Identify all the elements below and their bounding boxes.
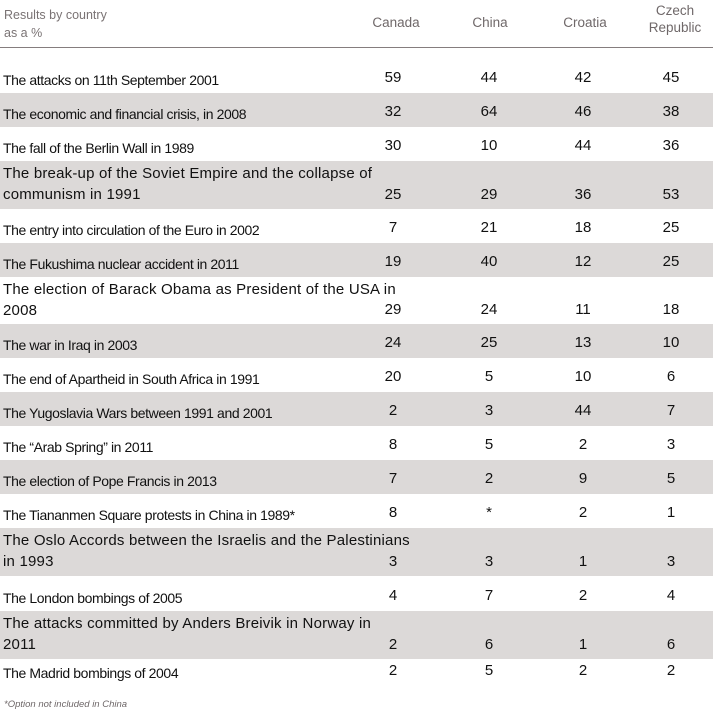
cell-croatia: 1 — [578, 553, 588, 570]
cell-czech-republic: 10 — [662, 334, 680, 351]
cell-canada: 2 — [388, 402, 398, 419]
cell-czech-republic: 45 — [662, 69, 680, 86]
column-header-czech-line-1: Czech — [655, 3, 695, 18]
cell-canada: 20 — [384, 368, 402, 385]
table-row — [0, 392, 713, 426]
cell-czech-republic: 25 — [662, 253, 680, 270]
cell-china: 29 — [480, 186, 498, 203]
table-row — [0, 209, 713, 243]
cell-canada: 8 — [388, 436, 398, 453]
cell-croatia: 11 — [575, 301, 591, 318]
cell-czech-republic: 25 — [662, 219, 680, 236]
cell-croatia: 9 — [578, 470, 588, 487]
caption-line-1: Results by country — [4, 8, 107, 22]
column-header-czech-republic — [630, 2, 713, 36]
table-row — [0, 62, 713, 93]
column-header-china: China — [472, 15, 508, 30]
results-table-body — [0, 62, 713, 686]
cell-croatia: 10 — [574, 368, 592, 385]
column-header-croatia: Croatia — [563, 15, 607, 30]
cell-croatia: 2 — [578, 436, 588, 453]
cell-croatia: 44 — [574, 402, 592, 419]
row-label: The Madrid bombings of 2004 — [3, 665, 179, 681]
table-row — [0, 243, 713, 277]
table-row — [0, 426, 713, 460]
cell-croatia: 44 — [574, 137, 592, 154]
table-row — [0, 528, 713, 576]
cell-canada: 29 — [384, 301, 402, 318]
cell-canada: 3 — [388, 553, 398, 570]
table-row — [0, 277, 713, 324]
cell-china: 7 — [484, 587, 494, 604]
cell-croatia: 13 — [574, 334, 592, 351]
cell-canada: 7 — [388, 470, 398, 487]
cell-canada: 59 — [384, 69, 402, 86]
cell-canada: 7 — [388, 219, 398, 236]
cell-czech-republic: 3 — [666, 553, 676, 570]
footnote: *Option not included in China — [4, 699, 128, 710]
table-row — [0, 460, 713, 494]
cell-china: 24 — [480, 301, 498, 318]
row-label: The break-up of the Soviet Empire and the collapse of communism in 1991 — [3, 165, 373, 203]
cell-china: 44 — [480, 69, 498, 86]
table-row — [0, 576, 713, 611]
cell-czech-republic: 3 — [666, 436, 676, 453]
row-label: The election of Barack Obama as President of the USA in 2008 — [3, 281, 396, 319]
cell-czech-republic: 4 — [666, 587, 676, 604]
row-label: The election of Pope Francis in 2013 — [3, 473, 217, 489]
caption-line-2: as a % — [4, 26, 43, 40]
table-row — [0, 494, 713, 528]
header-divider — [0, 47, 713, 48]
row-label: The attacks committed by Anders Breivik in Norway in 2011 — [3, 615, 372, 653]
cell-croatia: 46 — [574, 103, 592, 120]
cell-china: 3 — [484, 553, 494, 570]
cell-croatia: 2 — [578, 587, 588, 604]
row-label: The economic and financial crisis, in 2008 — [3, 106, 247, 122]
cell-canada: 8 — [388, 504, 398, 521]
column-header-czech-line-2: Republic — [648, 20, 702, 35]
cell-canada: 2 — [388, 636, 398, 653]
row-label: The Fukushima nuclear accident in 2011 — [3, 256, 239, 272]
cell-china: 5 — [484, 662, 494, 679]
row-label: The Oslo Accords between the Israelis and the Palestinians in 1993 — [3, 532, 410, 570]
cell-croatia: 2 — [578, 662, 588, 679]
cell-china: * — [486, 504, 492, 521]
cell-czech-republic: 36 — [662, 137, 680, 154]
row-label: The attacks on 11th September 2001 — [3, 72, 219, 88]
cell-canada: 25 — [384, 186, 402, 203]
row-label: The fall of the Berlin Wall in 1989 — [3, 140, 194, 156]
row-label: The Tiananmen Square protests in China in 1989* — [3, 507, 295, 523]
cell-czech-republic: 38 — [662, 103, 680, 120]
cell-canada: 2 — [388, 662, 398, 679]
cell-czech-republic: 7 — [666, 402, 676, 419]
cell-czech-republic: 53 — [662, 186, 680, 203]
cell-croatia: 1 — [578, 636, 588, 653]
column-header-canada: Canada — [372, 15, 420, 30]
table-row — [0, 127, 713, 161]
row-label: The Yugoslavia Wars between 1991 and 2001 — [3, 405, 273, 421]
cell-canada: 24 — [384, 334, 402, 351]
cell-czech-republic: 5 — [666, 470, 676, 487]
cell-croatia: 2 — [578, 504, 588, 521]
cell-czech-republic: 6 — [666, 368, 676, 385]
table-caption — [4, 6, 107, 42]
cell-czech-republic: 1 — [666, 504, 676, 521]
table-row — [0, 93, 713, 127]
row-label: The war in Iraq in 2003 — [3, 337, 137, 353]
cell-czech-republic: 6 — [666, 636, 676, 653]
row-label: The entry into circulation of the Euro in 2002 — [3, 222, 260, 238]
cell-czech-republic: 18 — [662, 301, 680, 318]
cell-china: 10 — [480, 137, 498, 154]
cell-croatia: 18 — [574, 219, 592, 236]
cell-croatia: 36 — [574, 186, 592, 203]
row-label: The “Arab Spring” in 2011 — [3, 439, 154, 455]
cell-china: 6 — [484, 636, 494, 653]
table-row — [0, 161, 713, 209]
cell-china: 21 — [480, 219, 498, 236]
table-row — [0, 358, 713, 392]
table-row — [0, 324, 713, 358]
cell-canada: 30 — [384, 137, 402, 154]
row-label: The end of Apartheid in South Africa in 1991 — [3, 371, 260, 387]
cell-china: 64 — [480, 103, 498, 120]
cell-china: 5 — [484, 436, 494, 453]
cell-china: 5 — [484, 368, 494, 385]
cell-canada: 19 — [384, 253, 402, 270]
cell-china: 40 — [480, 253, 498, 270]
cell-croatia: 42 — [574, 69, 592, 86]
cell-china: 2 — [484, 470, 494, 487]
cell-china: 25 — [480, 334, 498, 351]
row-label: The London bombings of 2005 — [3, 590, 183, 606]
cell-czech-republic: 2 — [666, 662, 676, 679]
table-row — [0, 659, 713, 686]
cell-croatia: 12 — [574, 253, 592, 270]
cell-china: 3 — [484, 402, 494, 419]
cell-canada: 32 — [384, 103, 402, 120]
cell-canada: 4 — [388, 587, 398, 604]
table-row — [0, 611, 713, 659]
table-header — [0, 0, 713, 48]
